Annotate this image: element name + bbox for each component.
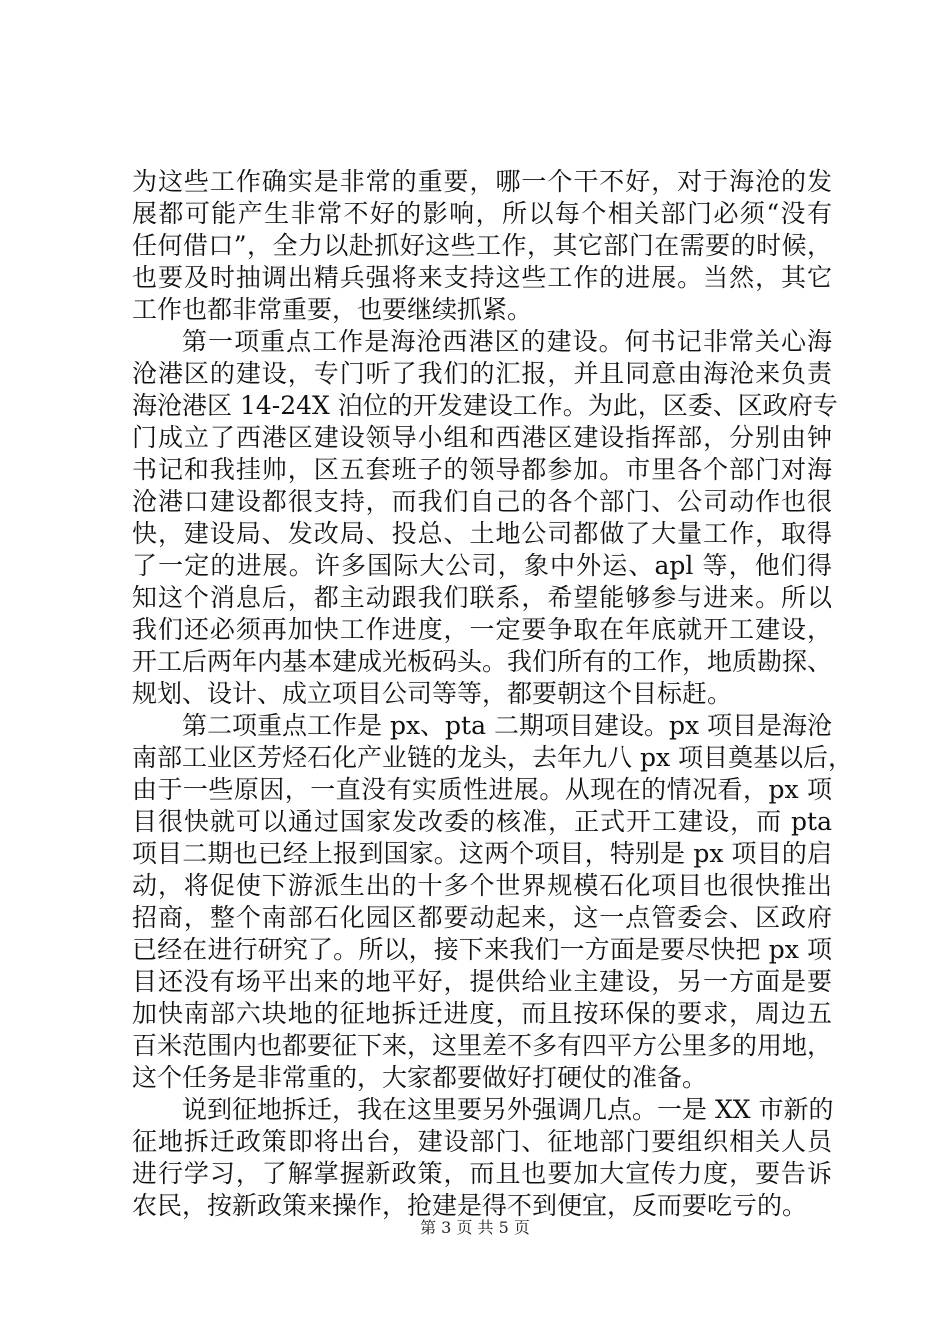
text-line: 工作也都非常重要，也要继续抓紧。	[132, 295, 533, 324]
text-line: 百米范围内也都要征下来，这里差不多有四平方公里多的用地，	[132, 1031, 833, 1060]
text-line: 我们还必须再加快工作进度，一定要争取在年底就开工建设，	[132, 615, 832, 644]
text-line: 沧港口建设都很支持，而我们自己的各个部门、公司动作也很	[132, 487, 832, 516]
text-line: 由于一些原因，一直没有实质性进展。从现在的情况看，px 项	[132, 775, 832, 804]
paragraph-start-line: 第二项重点工作是 px、pta 二期项目建设。px 项目是海沧	[182, 711, 833, 740]
text-line: 知这个消息后，都主动跟我们联系，希望能够参与进来。所以	[132, 583, 832, 612]
text-line: 为这些工作确实是非常的重要，哪一个干不好，对于海沧的发	[132, 167, 832, 196]
text-line: 这个任务是非常重的，大家都要做好打硬仗的准备。	[132, 1063, 708, 1092]
text-line: 进行学习，了解掌握新政策，而且也要加大宣传力度，要告诉	[132, 1159, 832, 1188]
text-line: 加快南部六块地的征地拆迁进度，而且按环保的要求，周边五	[132, 999, 832, 1028]
text-line: 项目二期也已经上报到国家。这两个项目，特别是 px 项目的启	[132, 839, 832, 868]
text-line: 海沧港区 14-24X 泊位的开发建设工作。为此，区委、区政府专	[132, 391, 838, 420]
paragraph-start-line: 说到征地拆迁，我在这里要另外强调几点。一是 XX 市新的	[182, 1095, 834, 1124]
text-line: 目还没有场平出来的地平好，提供给业主建设，另一方面是要	[132, 967, 832, 996]
page-footer: 第 3 页 共 5 页	[420, 1218, 530, 1237]
text-line: 动，将促使下游派生出的十多个世界规模石化项目也很快推出	[132, 871, 832, 900]
text-line: 书记和我挂帅，区五套班子的领导都参加。市里各个部门对海	[132, 455, 832, 484]
text-line: 快，建设局、发改局、投总、土地公司都做了大量工作，取得	[132, 519, 832, 548]
text-line: 已经在进行研究了。所以，接下来我们一方面是要尽快把 px 项	[132, 935, 832, 964]
text-line: 目很快就可以通过国家发改委的核准，正式开工建设，而 pta	[132, 807, 832, 836]
text-line: 招商，整个南部石化园区都要动起来，这一点管委会、区政府	[132, 903, 832, 932]
body-text	[132, 166, 853, 1222]
text-line: 规划、设计、成立项目公司等等，都要朝这个目标赶。	[132, 679, 733, 708]
text-line: 开工后两年内基本建成光板码头。我们所有的工作，地质勘探、	[132, 647, 833, 676]
text-line: 征地拆迁政策即将出台，建设部门、征地部门要组织相关人员	[132, 1127, 832, 1156]
text-line: 农民，按新政策来操作，抢建是得不到便宜，反而要吃亏的。	[132, 1191, 808, 1220]
text-line: 也要及时抽调出精兵强将来支持这些工作的进展。当然，其它	[132, 263, 832, 292]
text-line: 任何借口”，全力以赴抓好这些工作，其它部门在需要的时候，	[132, 231, 832, 260]
text-line: 南部工业区芳烃石化产业链的龙头，去年九八 px 项目奠基以后，	[132, 743, 853, 772]
text-line: 门成立了西港区建设领导小组和西港区建设指挥部，分别由钟	[132, 423, 832, 452]
text-line: 展都可能产生非常不好的影响，所以每个相关部门必须“没有	[132, 199, 832, 228]
text-line: 了一定的进展。许多国际大公司，象中外运、apl 等，他们得	[132, 551, 832, 580]
paragraph-start-line: 第一项重点工作是海沧西港区的建设。何书记非常关心海	[182, 327, 832, 356]
text-line: 沧港区的建设，专门听了我们的汇报，并且同意由海沧来负责	[132, 359, 832, 388]
